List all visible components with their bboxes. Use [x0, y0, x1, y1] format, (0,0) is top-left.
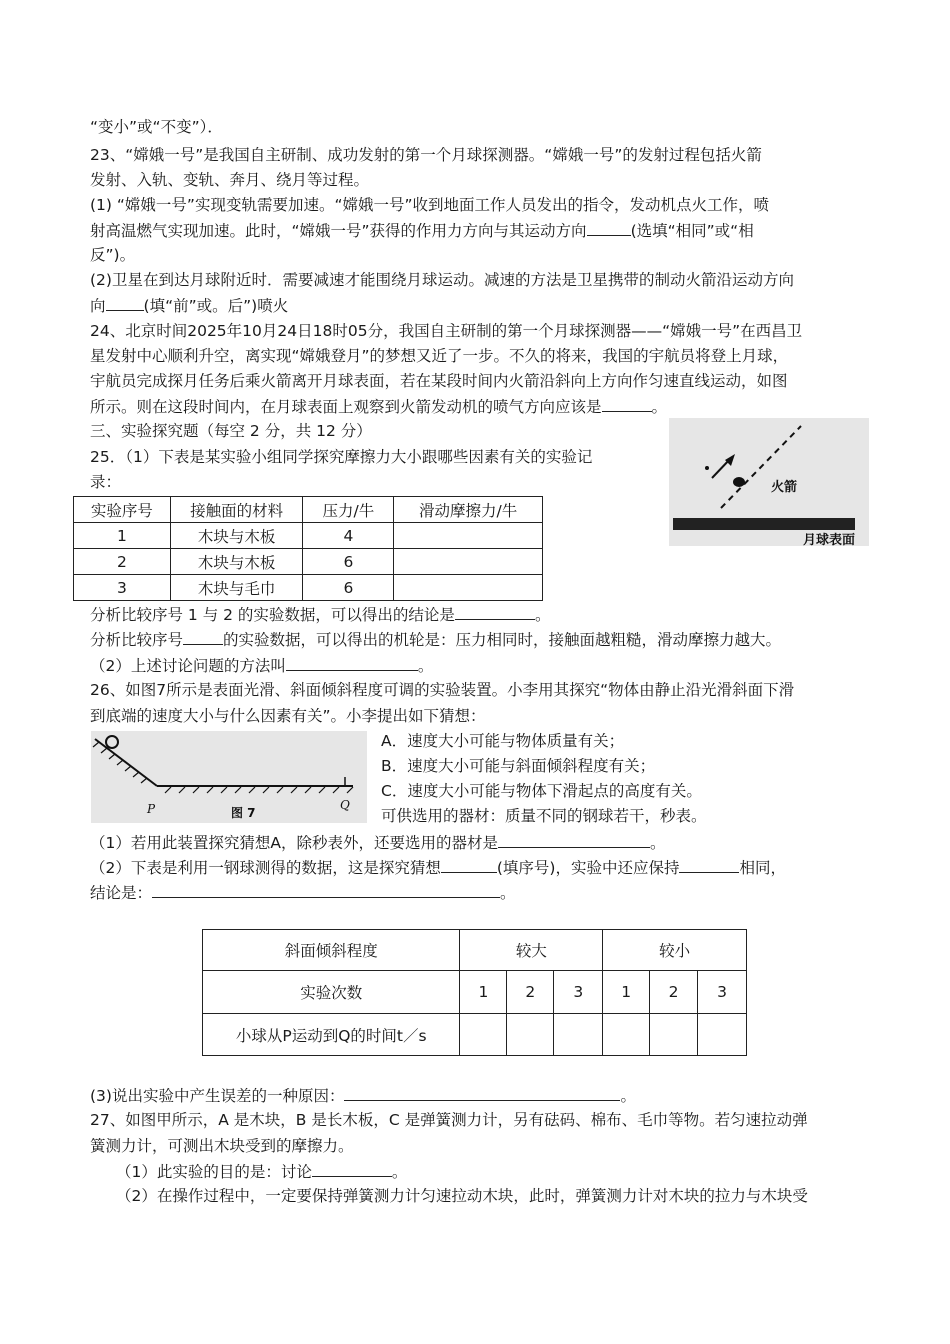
table-cell[interactable] — [394, 575, 543, 601]
time-cell[interactable] — [603, 1014, 650, 1056]
q24-line-d — [90, 396, 667, 417]
incline-row-label: 斜面倾斜程度 — [203, 930, 460, 971]
time-row-label: 小球从P运动到Q的时间t／s — [203, 1014, 460, 1056]
q27-1-text-pre: （1）此实验的目的是：讨论 — [116, 1163, 312, 1181]
q23-1-text-post: (选填“相同”或“相 — [630, 222, 754, 240]
q25-c-text-post: 。 — [534, 606, 551, 624]
q26-2-text-pre: （2）下表是利用一钢球测得的数据，这是探究猜想 — [90, 859, 441, 877]
q25-line-b: 录： — [90, 473, 122, 491]
q23-1-line-a: (1) “嫦娥一号”实现变轨需要加速。“嫦娥一号”收到地面工作人员发出的指令，发动机点火工作，喷 — [90, 196, 770, 214]
q25-e-text-post: 。 — [417, 657, 434, 675]
q26-2b-blank[interactable] — [152, 882, 500, 898]
q27-1-line — [116, 1161, 407, 1182]
incline-table — [202, 929, 747, 1056]
incline-small-header: 较小 — [603, 930, 747, 971]
rocket-label: 火箭 — [771, 480, 798, 495]
table-row — [74, 575, 543, 601]
table-cell: 木块与木板 — [170, 523, 303, 549]
time-cell[interactable] — [460, 1014, 507, 1056]
section-3-heading: 三、实验探究题（每空 2 分，共 12 分） — [90, 422, 372, 440]
q26-3-text-pre: (3)说出实验中产生误差的一种原因： — [90, 1087, 345, 1105]
q26-3-blank[interactable] — [344, 1085, 620, 1101]
q26-guess-c: C．速度大小可能与物体下滑起点的高度有关。 — [381, 782, 702, 800]
q27-line-b: 簧测力计，可测出木块受到的摩擦力。 — [90, 1137, 354, 1155]
table-cell: 木块与毛巾 — [170, 575, 303, 601]
figure-7-caption: 图 7 — [231, 806, 256, 820]
q26-2-line — [90, 857, 786, 878]
q26-2-text-post: 相同， — [739, 859, 786, 877]
q23-2-line-a: (2)卫星在到达月球附近时．需要减速才能围绕月球运动。减速的方法是卫星携带的制动火箭沿运动方向 — [90, 271, 794, 289]
table-cell: 3 — [74, 575, 171, 601]
trial-number: 1 — [460, 971, 507, 1014]
incline-large-header: 较大 — [460, 930, 603, 971]
point-p-label: P — [147, 802, 156, 816]
q25-c-text-pre: 分析比较序号 1 与 2 的实验数据，可以得出的结论是 — [90, 606, 455, 624]
q23-2-blank[interactable] — [106, 295, 144, 311]
q26-1-text-post: 。 — [649, 834, 666, 852]
q25-d-text-post: 的实验数据，可以得出的机轮是：压力相同时，接触面越粗糙，滑动摩擦力越大。 — [223, 631, 782, 649]
trial-number: 1 — [603, 971, 650, 1014]
trial-number: 2 — [650, 971, 698, 1014]
table-cell: 2 — [74, 549, 171, 575]
q24-text-post: 。 — [651, 398, 668, 416]
q26-equipment: 可供选用的器材：质量不同的钢球若干，秒表。 — [381, 807, 707, 825]
q24-line-c: 宇航员完成探月任务后乘火箭离开月球表面，若在某段时间内火箭沿斜向上方向作匀速直线运动，如图 — [90, 372, 788, 390]
q25-line-e — [90, 655, 433, 676]
q25-e-text-pre: （2）上述讨论问题的方法叫 — [90, 657, 286, 675]
q27-2-line: （2）在操作过程中，一定要保持弹簧测力计匀速拉动木块，此时，弹簧测力计对木块的拉力与木块受 — [116, 1187, 808, 1205]
q25-line-d — [90, 629, 781, 650]
table-row — [74, 523, 543, 549]
time-cell[interactable] — [554, 1014, 603, 1056]
q26-3-line — [90, 1085, 636, 1106]
figure-7 — [91, 731, 367, 823]
q25-line-c — [90, 604, 550, 625]
q26-line-b: 到底端的速度大小与什么因素有关”。小李提出如下猜想： — [90, 707, 486, 725]
q27-1-blank[interactable] — [312, 1161, 392, 1177]
q23-2-text-pre: 向 — [90, 297, 106, 315]
q23-2-text-post: (填“前”或。后”)喷火 — [143, 297, 289, 315]
table-cell: 6 — [303, 549, 394, 575]
table-cell: 1 — [74, 523, 171, 549]
q26-2b-text-pre: 结论是： — [90, 884, 153, 902]
q26-line-a: 26、如图7所示是表面光滑、斜面倾斜程度可调的实验装置。小李用其探究“物体由静止沿光滑斜面下滑 — [90, 681, 795, 699]
point-q-label: Q — [340, 798, 350, 812]
friction-header-cell: 压力/牛 — [303, 497, 394, 523]
q27-line-a: 27、如图甲所示，A 是木块，B 是长木板，C 是弹簧测力计，另有砝码、棉布、毛巾等物。若匀速拉动弹 — [90, 1111, 808, 1129]
incline-diagram — [91, 731, 367, 823]
friction-header-cell: 实验序号 — [74, 497, 171, 523]
trial-number: 2 — [507, 971, 554, 1014]
q26-guess-b: B．速度大小可能与斜面倾斜程度有关； — [381, 757, 656, 775]
q24-line-a: 24、北京时间2025年10月24日18时05分，我国自主研制的第一个月球探测器——“嫦娥一号”在西昌卫 — [90, 322, 803, 340]
q23-1-line-b — [90, 220, 754, 241]
table-cell[interactable] — [394, 549, 543, 575]
q26-3-text-post: 。 — [620, 1087, 636, 1105]
rocket-figure — [669, 418, 869, 546]
moon-surface-label: 月球表面 — [803, 533, 856, 546]
table-cell: 6 — [303, 575, 394, 601]
q26-2b-text-post: 。 — [500, 884, 516, 902]
q23-1-line-c: 反”)。 — [90, 246, 136, 264]
q25-e-blank[interactable] — [286, 655, 418, 671]
time-cell[interactable] — [650, 1014, 698, 1056]
q24-text-pre: 所示。则在这段时间内，在月球表面上观察到火箭发动机的喷气方向应该是 — [90, 398, 602, 416]
trial-number: 3 — [698, 971, 747, 1014]
table-cell: 木块与木板 — [170, 549, 303, 575]
q26-2-blank-guess[interactable] — [441, 857, 497, 873]
q24-line-b: 星发射中心顺利升空，离实现“嫦娥登月”的梦想又近了一步。不久的将来，我国的宇航员将登上月球， — [90, 347, 789, 365]
q26-2b-line — [90, 882, 516, 903]
q25-d-text-pre: 分析比较序号 — [90, 631, 184, 649]
q26-1-line — [90, 832, 665, 853]
q26-1-text-pre: （1）若用此装置探究猜想A，除秒表外，还要选用的器材是 — [90, 834, 498, 852]
q26-guess-a: A．速度大小可能与物体质量有关； — [381, 732, 625, 750]
line-0: “变小”或“不变”）． — [90, 118, 223, 136]
q23-line-a: 23、“嫦娥一号”是我国自主研制、成功发射的第一个月球探测器。“嫦娥一号”的发射过程包括火箭 — [90, 146, 762, 164]
table-row — [74, 549, 543, 575]
time-cell[interactable] — [507, 1014, 554, 1056]
q23-1-blank[interactable] — [587, 220, 631, 236]
table-cell[interactable] — [394, 523, 543, 549]
q26-2-text-mid: (填序号)，实验中还应保持 — [496, 859, 680, 877]
q26-1-blank[interactable] — [498, 832, 650, 848]
time-cell[interactable] — [698, 1014, 747, 1056]
q26-2-blank-keep[interactable] — [679, 857, 739, 873]
q23-2-line-b — [90, 295, 288, 316]
q23-line-b: 发射、入轨、变轨、奔月、绕月等过程。 — [90, 171, 370, 189]
friction-header-cell: 接触面的材料 — [170, 497, 303, 523]
q25-line-a: 25．（1）下表是某实验小组同学探究摩擦力大小跟哪些因素有关的实验记 — [90, 448, 593, 466]
q25-c-blank[interactable] — [455, 604, 535, 620]
friction-header-cell: 滑动摩擦力/牛 — [394, 497, 543, 523]
trial-number: 3 — [554, 971, 603, 1014]
q25-d-blank[interactable] — [183, 629, 223, 645]
q24-blank[interactable] — [602, 396, 652, 412]
q23-1-text-pre: 射高温燃气实现加速。此时，“嫦娥一号”获得的作用力方向与其运动方向 — [90, 222, 587, 240]
table-cell: 4 — [303, 523, 394, 549]
rocket-diagram — [669, 418, 869, 546]
q27-1-text-post: 。 — [391, 1163, 408, 1181]
friction-table — [73, 496, 543, 601]
trial-row-label: 实验次数 — [203, 971, 460, 1014]
